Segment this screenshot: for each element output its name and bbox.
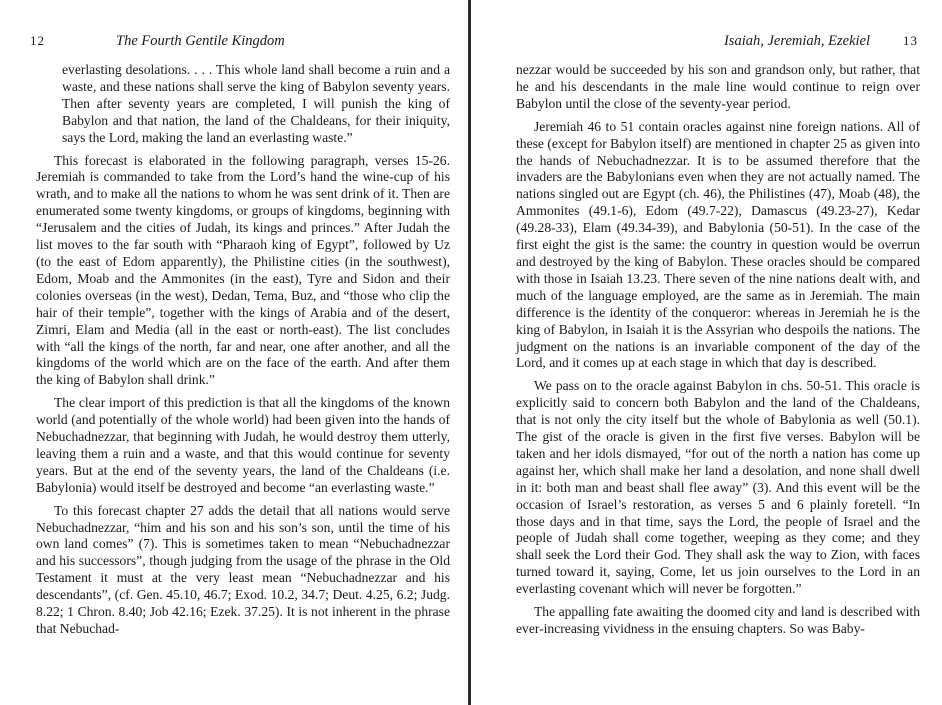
right-running-title: Isaiah, Jeremiah, Ezekiel (723, 33, 870, 49)
right-page (474, 0, 942, 705)
block-quote: everlasting desolations. . . . This whole land shall become a ruin and a waste, and these nations shall serve the king of Babylon seventy years. Then after seventy years are completed, I will punish the king of Babylon and that nation, the land of the Chaldeans, for their iniquity, says the Lord, making the land an everlasting waste.” (62, 62, 450, 145)
right-page-body (516, 62, 920, 644)
right-page-header (488, 30, 918, 52)
left-page-number: 12 (30, 33, 45, 48)
left-page (0, 0, 468, 705)
paragraph: The appalling fate awaiting the doomed city and land is described with ever-increasing vividness in the ensuing chapters. So was Baby- (516, 604, 920, 636)
left-page-header (30, 30, 450, 52)
paragraph-continued: nezzar would be succeeded by his son and grandson only, but rather, that he and his descendants in the male line would continue to reign over Babylon until the close of the seventy-year period. (516, 62, 920, 111)
paragraph: We pass on to the oracle against Babylon in chs. 50-51. This oracle is explicitly said to concern both Babylon and the land of the Chaldeans, that is not only the city itself but the whole of Babylonia as well (50.1). The gist of the oracle is given in the first five verses. Babylon will be taken and her idols dismayed, “for out of the north a nation has come up against her, which shall make her land a desolation, and none shall dwell in it: both man and beast shall flee away” (3). And this event will be the occasion of Israel’s restoration, as verses 5 and 6 plainly foretell. “In those days and in that time, says the Lord, the people of Israel and the people of Judah shall come together, weeping as they come; and they shall seek the Lord their God. They shall ask the way to Zion, with faces turned toward it, saying, Come, let us join ourselves to the Lord in an everlasting covenant which will never be forgotten.” (516, 378, 920, 597)
book-gutter (468, 0, 471, 705)
paragraph: This forecast is elaborated in the following paragraph, verses 15-26. Jeremiah is commanded to take from the Lord’s hand the wine-cup of his wrath, and to make all the nations to whom he was sent drink of it. Then are enumerated some twenty kingdoms, or groups of kingdoms, beginning with “Jerusalem and the cities of Judah, its kings and princes.” After Judah the list moves to the far south with “Pharaoh king of Egypt”, followed by Uz (to the east of Edom apparently), the Philistine cities (in the southwest), Edom, Moab and the Ammonites (in the east), Tyre and Sidon and their colonies overseas (in the west), Dedan, Tema, Buz, and “those who clip the hair of their temple”, together with the kings of Arabia and of the desert, Zimri, Elam and Media (all in the east or north-east). The list concludes with “all the kings of the north, far and near, one after another, and all the kingdoms of the world which are on the face of the earth. And after them the king of Babylon shall drink.” (36, 152, 450, 388)
paragraph: To this forecast chapter 27 adds the detail that all nations would serve Nebuchadnezzar, “him and his son and his son’s son, until the time of his own land comes” (7). This is sometimes taken to mean “Nebuchadnezzar and his successors”, though judging from the usage of the phrase in the Old Testament it must at the very least mean “Nebuchadnezzar and his descendants”, (cf. Gen. 45.10, 46.7; Exod. 10.2, 34.7; Deut. 4.25, 6.2; Judg. 8.22; 1 Chron. 8.40; Job 42.16; Ezek. 37.25). It is not inherent in the phrase that Nebuchad- (36, 502, 450, 636)
left-page-body (36, 62, 450, 644)
paragraph: Jeremiah 46 to 51 contain oracles against nine foreign nations. All of these (except for Babylon itself) are mentioned in chapter 25 as given into the hands of Nebuchadnezzar. It is to be assumed therefore that the invaders are the Babylonians even when they are not actually named. The nations singled out are Egypt (ch. 46), the Philistines (47), Moab (48), the Ammonites (49.1-6), Edom (49.7-22), Damascus (49.23-27), Kedar (49.28-33), Elam (49.34-39), and Babylonia (50-51). In the case of the first eight the gist is the same: the country in question would be overrun and destroyed by the king of Babylon. These oracles should be compared with those in Isaiah 13.23. There seven of the nine nations dealt with, and much of the language employed, are the same as in Jeremiah. The main difference is the identity of the conqueror: whereas in Jeremiah he is the king of Babylon, in Isaiah it is the Assyrian who despoils the nations. The judgment on the nations is an invariable component of the day of the Lord, and it comes up at each stage in which that day is described. (516, 118, 920, 371)
left-running-title: The Fourth Gentile Kingdom (116, 33, 285, 49)
right-page-number: 13 (903, 33, 918, 48)
paragraph: The clear import of this prediction is that all the kingdoms of the known world (and potentially of the whole world) had been given into the hands of Nebuchadnezzar, that beginning with Judah, he would destroy them utterly, leaving them a ruin and a waste, and that this would continue for seventy years. But at the end of the seventy years, the land of the Chaldeans (i.e. Babylonia) would itself be destroyed and become “an everlasting waste.” (36, 395, 450, 495)
